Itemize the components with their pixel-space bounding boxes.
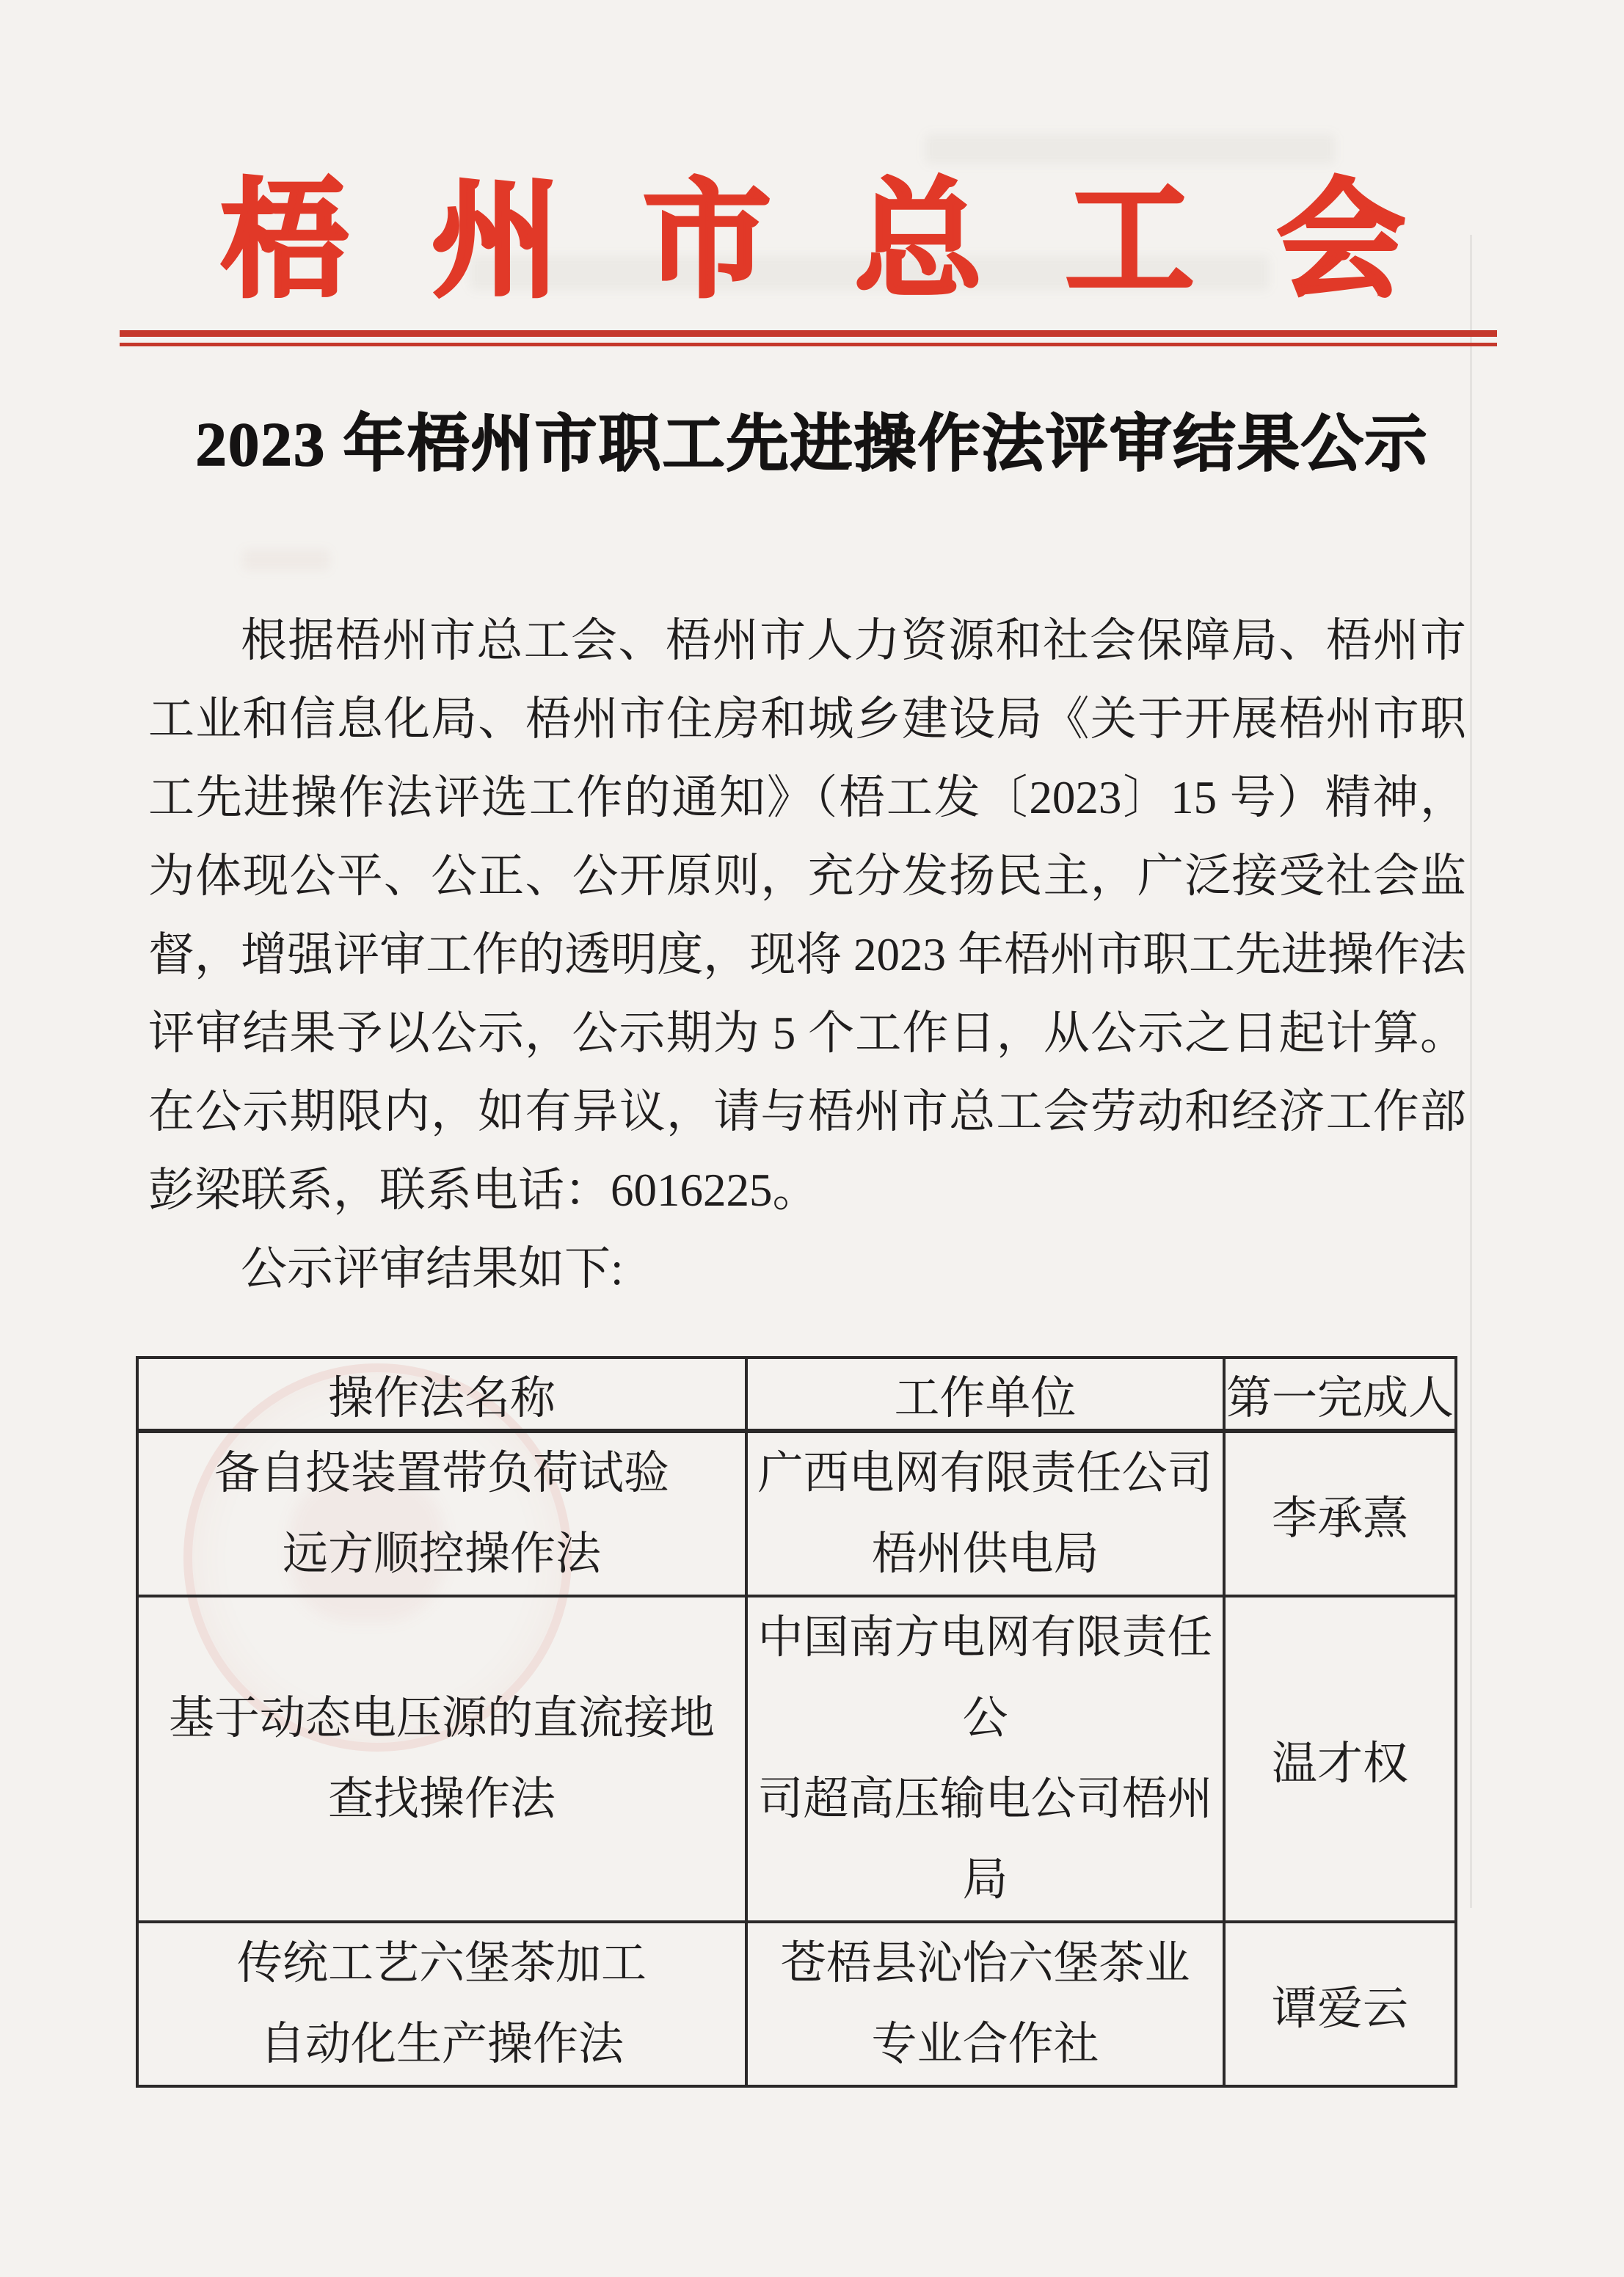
method-cell [137, 1922, 746, 2086]
unit-line: 中国南方电网有限责任公 [757, 1613, 1213, 1744]
column-header-unit: 工作单位 [746, 1358, 1224, 1431]
method-line: 查找操作法 [327, 1774, 556, 1824]
masthead-char: 市 [643, 170, 771, 313]
unit-line: 梧州供电局 [871, 1529, 1099, 1579]
unit-cell [746, 1596, 1224, 1922]
masthead-char: 总 [854, 170, 983, 313]
table-row [137, 1596, 1456, 1922]
person-cell: 谭爱云 [1224, 1922, 1456, 2086]
unit-line: 苍梧县沁怡六堡茶业 [780, 1939, 1190, 1989]
results-table-wrap [136, 1356, 1457, 2088]
rule-thick-line [120, 330, 1497, 337]
method-line: 远方顺控操作法 [282, 1529, 601, 1579]
org-masthead [220, 170, 1405, 313]
unit-cell [746, 1431, 1224, 1596]
masthead-char: 工 [1066, 170, 1194, 313]
masthead-char: 州 [432, 170, 560, 313]
method-line: 自动化生产操作法 [259, 2019, 624, 2069]
document-title: 2023 年梧州市职工先进操作法评审结果公示 [195, 410, 1429, 479]
person-cell: 李承熹 [1224, 1431, 1456, 1596]
masthead-char: 会 [1277, 170, 1405, 313]
method-line: 备自投装置带负荷试验 [214, 1449, 669, 1498]
scan-artifact [242, 549, 330, 571]
rule-thin-line [120, 343, 1497, 346]
body-text-block [148, 602, 1466, 1308]
method-cell [137, 1596, 746, 1922]
page-edge-shadow [1470, 235, 1472, 1908]
table-row [137, 1922, 1456, 2086]
body-paragraph: 根据梧州市总工会、梧州市人力资源和社会保障局、梧州市工业和信息化局、梧州市住房和城乡建设局《关于开展梧州市职工先进操作法评选工作的通知》（梧工发〔2023〕15 号）精神，为体现公平、公正、公开原则，充分发扬民主，广泛接受社会监督，增强评审工作的透明度，现将 2023 年梧州市职工先进操作法评审结果予以公示，公示期为 5 个工作日，从公示之日起计算。在公示期限内，如有异议，请与梧州市总工会劳动和经济工作部彭梁联系，联系电话：6016225。 [148, 615, 1466, 1216]
person-cell: 温才权 [1224, 1596, 1456, 1922]
closing-line: 公示评审结果如下: [241, 1243, 624, 1294]
unit-line: 专业合作社 [871, 2019, 1099, 2069]
method-line: 传统工艺六堡茶加工 [236, 1939, 647, 1989]
method-cell [137, 1431, 746, 1596]
unit-cell [746, 1922, 1224, 2086]
column-header-method: 操作法名称 [137, 1358, 746, 1431]
table-header-row [137, 1358, 1456, 1431]
table-row [137, 1431, 1456, 1596]
scan-artifact [925, 134, 1336, 164]
unit-line: 广西电网有限责任公司 [757, 1449, 1213, 1498]
double-rule [120, 330, 1497, 346]
masthead-char: 梧 [220, 170, 349, 313]
results-table [136, 1356, 1457, 2088]
method-line: 基于动态电压源的直流接地 [168, 1694, 715, 1744]
unit-line: 司超高压输电公司梧州局 [757, 1774, 1213, 1905]
column-header-person: 第一完成人 [1224, 1358, 1456, 1431]
